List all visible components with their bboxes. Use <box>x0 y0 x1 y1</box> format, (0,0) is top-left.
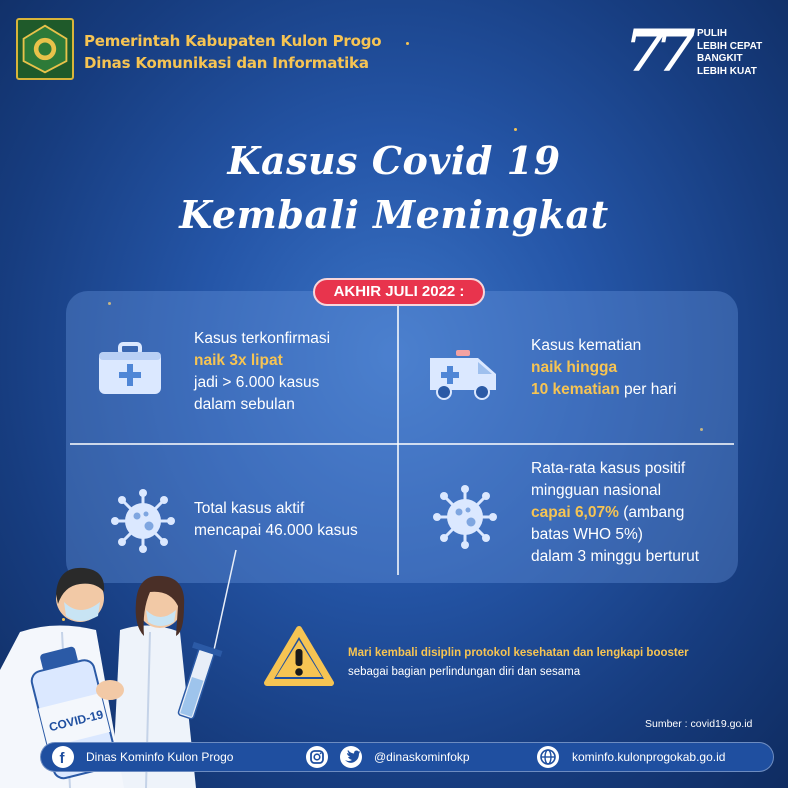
stat-text: jadi > 6.000 kasus <box>194 374 320 391</box>
warning-submessage: sebagai bagian perlindungan diri dan sesama <box>348 666 581 678</box>
page-title-line2: Kembali Meningkat <box>179 192 609 237</box>
org-name-line2: Dinas Komunikasi dan Informatika <box>84 54 369 72</box>
stat-text: dalam sebulan <box>194 396 295 413</box>
anniversary-logo: 77 <box>625 17 686 85</box>
anniversary-slogan <box>697 28 762 78</box>
ambulance-icon <box>428 350 504 400</box>
stat-highlight: 10 kematian <box>531 381 620 398</box>
stat-cell-active <box>194 498 358 542</box>
page-title-line1: Kasus Covid 19 <box>227 138 561 183</box>
medical-kit-icon <box>97 342 163 396</box>
stat-text: per hari <box>619 381 677 398</box>
stat-text: (ambang <box>618 504 685 521</box>
slogan-line: LEBIH CEPAT <box>697 40 763 52</box>
stat-cell-deaths <box>531 335 677 401</box>
stat-cell-confirmed <box>194 328 330 416</box>
instagram-icon[interactable] <box>306 746 328 768</box>
globe-icon <box>537 746 559 768</box>
virus-icon <box>432 484 498 550</box>
panel-divider-horizontal <box>70 443 734 445</box>
website-link[interactable]: kominfo.kulonprogokab.go.id <box>572 750 726 764</box>
vial-label: COVID-19 <box>47 707 105 735</box>
stat-text: Rata-rata kasus positif <box>531 460 686 477</box>
stat-text: Total kasus aktif <box>194 500 305 517</box>
svg-text:f: f <box>59 750 65 767</box>
stat-cell-positivity <box>531 458 699 568</box>
twitter-icon[interactable] <box>340 746 362 768</box>
org-name-line1: Pemerintah Kabupaten Kulon Progo <box>84 32 382 50</box>
regency-logo <box>16 18 74 80</box>
stat-highlight: naik hingga <box>531 359 618 376</box>
stat-text: dalam 3 minggu berturut <box>531 548 700 565</box>
warning-icon <box>264 625 334 687</box>
facebook-icon[interactable] <box>52 746 74 768</box>
stat-highlight: capai 6,07% <box>531 504 619 521</box>
slogan-line: BANGKIT <box>697 53 743 64</box>
panel-divider-vertical <box>397 300 399 575</box>
stat-text: mingguan nasional <box>531 482 662 499</box>
social-handle[interactable]: @dinaskominfokp <box>374 750 470 764</box>
slogan-line: LEBIH KUAT <box>697 65 757 77</box>
stat-text: mencapai 46.000 kasus <box>194 522 358 539</box>
warning-message: Mari kembali disiplin protokol kesehatan dan lengkapi booster <box>348 647 689 659</box>
stat-highlight: naik 3x lipat <box>194 352 283 369</box>
source-note: Sumber : covid19.go.id <box>645 718 753 730</box>
stat-text: Kasus kematian <box>531 337 642 354</box>
stat-text: batas WHO 5%) <box>531 526 643 543</box>
period-badge: AKHIR JULI 2022 : <box>313 278 485 306</box>
stat-text: Kasus terkonfirmasi <box>194 330 331 347</box>
slogan-line: PULIH <box>697 28 727 39</box>
decor-star <box>406 42 409 45</box>
decor-star <box>514 128 517 131</box>
facebook-link[interactable]: Dinas Kominfo Kulon Progo <box>86 750 234 764</box>
